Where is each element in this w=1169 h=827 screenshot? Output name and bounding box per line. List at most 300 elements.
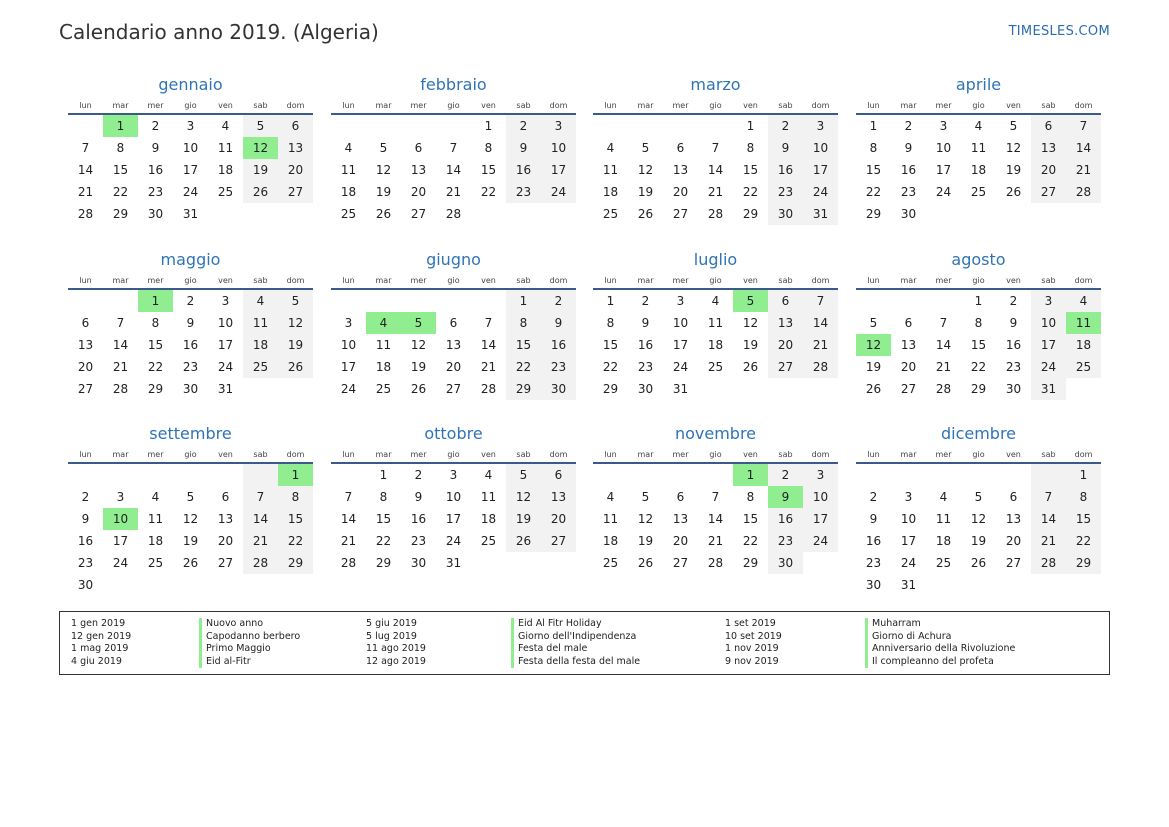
day-cell[interactable]: 14 xyxy=(803,312,838,334)
day-cell[interactable]: 14 xyxy=(340,512,357,526)
day-cell[interactable]: 30 xyxy=(1005,382,1022,396)
day-cell[interactable]: 2 xyxy=(151,119,160,133)
day-cell[interactable]: 24 xyxy=(935,185,952,199)
day-cell[interactable]: 4 xyxy=(711,294,720,308)
day-cell[interactable]: 9 xyxy=(768,137,803,159)
day-cell[interactable]: 1 xyxy=(103,115,138,137)
day-cell[interactable]: 25 xyxy=(340,207,357,221)
day-cell[interactable]: 6 xyxy=(414,141,423,155)
day-cell[interactable]: 30 xyxy=(900,207,917,221)
day-cell[interactable]: 11 xyxy=(970,141,987,155)
day-cell[interactable]: 5 xyxy=(1009,119,1018,133)
day-cell[interactable]: 15 xyxy=(278,508,313,530)
day-cell[interactable]: 31 xyxy=(803,203,838,225)
day-cell[interactable]: 1 xyxy=(606,294,615,308)
day-cell[interactable]: 16 xyxy=(1005,338,1022,352)
day-cell[interactable]: 1 xyxy=(379,468,388,482)
day-cell[interactable]: 27 xyxy=(672,207,689,221)
day-cell[interactable]: 23 xyxy=(1005,360,1022,374)
day-cell[interactable]: 17 xyxy=(340,360,357,374)
day-cell[interactable]: 29 xyxy=(112,207,129,221)
day-cell[interactable]: 22 xyxy=(865,185,882,199)
day-cell[interactable]: 12 xyxy=(506,486,541,508)
day-cell[interactable]: 23 xyxy=(768,530,803,552)
day-cell[interactable]: 14 xyxy=(480,338,497,352)
day-cell[interactable]: 13 xyxy=(217,512,234,526)
day-cell[interactable]: 23 xyxy=(182,360,199,374)
day-cell[interactable]: 22 xyxy=(480,185,497,199)
day-cell[interactable]: 5 xyxy=(243,115,278,137)
day-cell[interactable]: 11 xyxy=(243,312,278,334)
day-cell[interactable]: 7 xyxy=(711,490,720,504)
day-cell[interactable]: 21 xyxy=(340,534,357,548)
day-cell[interactable]: 24 xyxy=(803,530,838,552)
day-cell[interactable]: 18 xyxy=(707,338,724,352)
day-cell[interactable]: 14 xyxy=(1031,508,1066,530)
day-cell[interactable]: 18 xyxy=(602,185,619,199)
day-cell[interactable]: 18 xyxy=(602,534,619,548)
day-cell[interactable]: 4 xyxy=(606,490,615,504)
day-cell[interactable]: 2 xyxy=(414,468,423,482)
day-cell[interactable]: 7 xyxy=(116,316,125,330)
day-cell[interactable]: 24 xyxy=(340,382,357,396)
day-cell[interactable]: 19 xyxy=(375,185,392,199)
day-cell[interactable]: 20 xyxy=(1031,159,1066,181)
day-cell[interactable]: 27 xyxy=(1005,556,1022,570)
day-cell[interactable]: 21 xyxy=(445,185,462,199)
day-cell[interactable]: 2 xyxy=(641,294,650,308)
day-cell[interactable]: 18 xyxy=(1066,334,1101,356)
day-cell[interactable]: 10 xyxy=(217,316,234,330)
day-cell[interactable]: 11 xyxy=(707,316,724,330)
day-cell[interactable]: 19 xyxy=(637,185,654,199)
day-cell[interactable]: 31 xyxy=(1031,378,1066,400)
day-cell[interactable]: 27 xyxy=(217,556,234,570)
day-cell[interactable]: 26 xyxy=(865,382,882,396)
day-cell[interactable]: 14 xyxy=(707,163,724,177)
day-cell[interactable]: 20 xyxy=(410,185,427,199)
day-cell[interactable]: 23 xyxy=(147,185,164,199)
day-cell[interactable]: 11 xyxy=(602,512,619,526)
day-cell[interactable]: 23 xyxy=(541,356,576,378)
day-cell[interactable]: 17 xyxy=(803,159,838,181)
day-cell[interactable]: 9 xyxy=(414,490,423,504)
day-cell[interactable]: 26 xyxy=(1005,185,1022,199)
day-cell[interactable]: 3 xyxy=(186,119,195,133)
day-cell[interactable]: 29 xyxy=(1066,552,1101,574)
day-cell[interactable]: 28 xyxy=(1066,181,1101,203)
day-cell[interactable]: 13 xyxy=(672,163,689,177)
day-cell[interactable]: 12 xyxy=(1005,141,1022,155)
day-cell[interactable]: 18 xyxy=(243,334,278,356)
day-cell[interactable]: 9 xyxy=(81,512,90,526)
day-cell[interactable]: 30 xyxy=(865,578,882,592)
day-cell[interactable]: 19 xyxy=(506,508,541,530)
day-cell[interactable]: 19 xyxy=(970,534,987,548)
day-cell[interactable]: 30 xyxy=(768,203,803,225)
day-cell[interactable]: 25 xyxy=(707,360,724,374)
day-cell[interactable]: 22 xyxy=(375,534,392,548)
day-cell[interactable]: 21 xyxy=(77,185,94,199)
day-cell[interactable]: 13 xyxy=(278,137,313,159)
day-cell[interactable]: 29 xyxy=(742,556,759,570)
day-cell[interactable]: 26 xyxy=(243,181,278,203)
day-cell[interactable]: 4 xyxy=(939,490,948,504)
day-cell[interactable]: 25 xyxy=(375,382,392,396)
day-cell[interactable]: 27 xyxy=(77,382,94,396)
day-cell[interactable]: 27 xyxy=(541,530,576,552)
day-cell[interactable]: 14 xyxy=(935,338,952,352)
day-cell[interactable]: 3 xyxy=(1031,290,1066,312)
day-cell[interactable]: 29 xyxy=(865,207,882,221)
day-cell[interactable]: 4 xyxy=(344,141,353,155)
day-cell[interactable]: 22 xyxy=(278,530,313,552)
day-cell[interactable]: 22 xyxy=(1066,530,1101,552)
day-cell[interactable]: 8 xyxy=(974,316,983,330)
day-cell[interactable]: 25 xyxy=(970,185,987,199)
day-cell[interactable]: 14 xyxy=(112,338,129,352)
day-cell[interactable]: 6 xyxy=(449,316,458,330)
day-cell[interactable]: 3 xyxy=(939,119,948,133)
day-cell[interactable]: 15 xyxy=(602,338,619,352)
day-cell[interactable]: 6 xyxy=(221,490,230,504)
day-cell[interactable]: 14 xyxy=(445,163,462,177)
day-cell[interactable]: 22 xyxy=(147,360,164,374)
day-cell[interactable]: 2 xyxy=(186,294,195,308)
day-cell[interactable]: 26 xyxy=(637,207,654,221)
day-cell[interactable]: 28 xyxy=(935,382,952,396)
day-cell[interactable]: 28 xyxy=(445,207,462,221)
day-cell[interactable]: 22 xyxy=(742,534,759,548)
day-cell[interactable]: 3 xyxy=(449,468,458,482)
day-cell[interactable]: 11 xyxy=(147,512,164,526)
day-cell[interactable]: 18 xyxy=(217,163,234,177)
day-cell[interactable]: 26 xyxy=(278,356,313,378)
day-cell[interactable]: 8 xyxy=(869,141,878,155)
day-cell[interactable]: 13 xyxy=(1031,137,1066,159)
day-cell[interactable]: 2 xyxy=(904,119,913,133)
day-cell[interactable]: 19 xyxy=(637,534,654,548)
day-cell[interactable]: 28 xyxy=(77,207,94,221)
day-cell[interactable]: 3 xyxy=(344,316,353,330)
day-cell[interactable]: 23 xyxy=(900,185,917,199)
day-cell[interactable]: 25 xyxy=(602,207,619,221)
day-cell[interactable]: 23 xyxy=(506,181,541,203)
day-cell[interactable]: 16 xyxy=(182,338,199,352)
day-cell[interactable]: 17 xyxy=(900,534,917,548)
day-cell[interactable]: 27 xyxy=(768,356,803,378)
day-cell[interactable]: 13 xyxy=(77,338,94,352)
day-cell[interactable]: 4 xyxy=(243,290,278,312)
day-cell[interactable]: 28 xyxy=(1031,552,1066,574)
day-cell[interactable]: 10 xyxy=(1031,312,1066,334)
day-cell[interactable]: 26 xyxy=(742,360,759,374)
day-cell[interactable]: 3 xyxy=(541,115,576,137)
day-cell[interactable]: 19 xyxy=(278,334,313,356)
day-cell[interactable]: 13 xyxy=(541,486,576,508)
day-cell[interactable]: 16 xyxy=(541,334,576,356)
day-cell[interactable]: 13 xyxy=(900,338,917,352)
day-cell[interactable]: 30 xyxy=(768,552,803,574)
day-cell[interactable]: 1 xyxy=(1066,464,1101,486)
day-cell[interactable]: 6 xyxy=(676,141,685,155)
day-cell[interactable]: 18 xyxy=(970,163,987,177)
day-cell[interactable]: 6 xyxy=(81,316,90,330)
day-cell[interactable]: 7 xyxy=(711,141,720,155)
day-cell[interactable]: 17 xyxy=(541,159,576,181)
day-cell[interactable]: 6 xyxy=(676,490,685,504)
day-cell[interactable]: 2 xyxy=(81,490,90,504)
day-cell[interactable]: 15 xyxy=(506,334,541,356)
day-cell[interactable]: 12 xyxy=(278,312,313,334)
day-cell[interactable]: 19 xyxy=(182,534,199,548)
day-cell[interactable]: 10 xyxy=(103,508,138,530)
day-cell[interactable]: 26 xyxy=(375,207,392,221)
day-cell[interactable]: 29 xyxy=(506,378,541,400)
day-cell[interactable]: 22 xyxy=(742,185,759,199)
day-cell[interactable]: 16 xyxy=(768,508,803,530)
day-cell[interactable]: 6 xyxy=(278,115,313,137)
day-cell[interactable]: 24 xyxy=(445,534,462,548)
day-cell[interactable]: 30 xyxy=(77,578,94,592)
day-cell[interactable]: 4 xyxy=(1066,290,1101,312)
day-cell[interactable]: 28 xyxy=(340,556,357,570)
day-cell[interactable]: 11 xyxy=(480,490,497,504)
day-cell[interactable]: 9 xyxy=(151,141,160,155)
day-cell[interactable]: 27 xyxy=(672,556,689,570)
day-cell[interactable]: 10 xyxy=(803,137,838,159)
day-cell[interactable]: 17 xyxy=(112,534,129,548)
day-cell[interactable]: 10 xyxy=(900,512,917,526)
day-cell[interactable]: 15 xyxy=(112,163,129,177)
day-cell[interactable]: 20 xyxy=(445,360,462,374)
day-cell[interactable]: 6 xyxy=(904,316,913,330)
day-cell[interactable]: 1 xyxy=(733,464,768,486)
day-cell[interactable]: 25 xyxy=(480,534,497,548)
day-cell[interactable]: 18 xyxy=(480,512,497,526)
day-cell[interactable]: 4 xyxy=(974,119,983,133)
day-cell[interactable]: 9 xyxy=(869,512,878,526)
day-cell[interactable]: 14 xyxy=(1066,137,1101,159)
day-cell[interactable]: 10 xyxy=(541,137,576,159)
day-cell[interactable]: 7 xyxy=(1031,486,1066,508)
day-cell[interactable]: 8 xyxy=(484,141,493,155)
day-cell[interactable]: 27 xyxy=(445,382,462,396)
day-cell[interactable]: 21 xyxy=(243,530,278,552)
day-cell[interactable]: 1 xyxy=(869,119,878,133)
day-cell[interactable]: 17 xyxy=(672,338,689,352)
day-cell[interactable]: 11 xyxy=(935,512,952,526)
day-cell[interactable]: 21 xyxy=(803,334,838,356)
day-cell[interactable]: 7 xyxy=(803,290,838,312)
day-cell[interactable]: 23 xyxy=(410,534,427,548)
day-cell[interactable]: 30 xyxy=(637,382,654,396)
day-cell[interactable]: 12 xyxy=(243,137,278,159)
day-cell[interactable]: 1 xyxy=(974,294,983,308)
day-cell[interactable]: 20 xyxy=(768,334,803,356)
day-cell[interactable]: 21 xyxy=(707,185,724,199)
day-cell[interactable]: 7 xyxy=(243,486,278,508)
day-cell[interactable]: 17 xyxy=(935,163,952,177)
day-cell[interactable]: 8 xyxy=(379,490,388,504)
day-cell[interactable]: 4 xyxy=(151,490,160,504)
day-cell[interactable]: 26 xyxy=(182,556,199,570)
day-cell[interactable]: 1 xyxy=(138,290,173,312)
day-cell[interactable]: 16 xyxy=(865,534,882,548)
day-cell[interactable]: 19 xyxy=(865,360,882,374)
day-cell[interactable]: 1 xyxy=(506,290,541,312)
day-cell[interactable]: 24 xyxy=(112,556,129,570)
day-cell[interactable]: 15 xyxy=(742,163,759,177)
day-cell[interactable]: 17 xyxy=(217,338,234,352)
day-cell[interactable]: 31 xyxy=(672,382,689,396)
day-cell[interactable]: 11 xyxy=(217,141,234,155)
day-cell[interactable]: 5 xyxy=(186,490,195,504)
day-cell[interactable]: 6 xyxy=(1031,115,1066,137)
day-cell[interactable]: 28 xyxy=(112,382,129,396)
day-cell[interactable]: 5 xyxy=(506,464,541,486)
day-cell[interactable]: 12 xyxy=(856,334,891,356)
day-cell[interactable]: 5 xyxy=(974,490,983,504)
day-cell[interactable]: 28 xyxy=(707,556,724,570)
day-cell[interactable]: 31 xyxy=(445,556,462,570)
day-cell[interactable]: 27 xyxy=(410,207,427,221)
day-cell[interactable]: 1 xyxy=(484,119,493,133)
day-cell[interactable]: 12 xyxy=(970,512,987,526)
day-cell[interactable]: 19 xyxy=(742,338,759,352)
day-cell[interactable]: 25 xyxy=(935,556,952,570)
day-cell[interactable]: 21 xyxy=(480,360,497,374)
day-cell[interactable]: 1 xyxy=(746,119,755,133)
day-cell[interactable]: 26 xyxy=(970,556,987,570)
day-cell[interactable]: 5 xyxy=(733,290,768,312)
day-cell[interactable]: 2 xyxy=(506,115,541,137)
day-cell[interactable]: 10 xyxy=(935,141,952,155)
day-cell[interactable]: 28 xyxy=(243,552,278,574)
day-cell[interactable]: 29 xyxy=(970,382,987,396)
day-cell[interactable]: 23 xyxy=(637,360,654,374)
day-cell[interactable]: 24 xyxy=(1031,356,1066,378)
day-cell[interactable]: 27 xyxy=(278,181,313,203)
day-cell[interactable]: 9 xyxy=(768,486,803,508)
day-cell[interactable]: 14 xyxy=(243,508,278,530)
day-cell[interactable]: 5 xyxy=(641,490,650,504)
day-cell[interactable]: 31 xyxy=(182,207,199,221)
day-cell[interactable]: 9 xyxy=(1009,316,1018,330)
day-cell[interactable]: 15 xyxy=(1066,508,1101,530)
day-cell[interactable]: 3 xyxy=(221,294,230,308)
day-cell[interactable]: 8 xyxy=(1066,486,1101,508)
day-cell[interactable]: 5 xyxy=(278,290,313,312)
day-cell[interactable]: 12 xyxy=(375,163,392,177)
day-cell[interactable]: 22 xyxy=(506,356,541,378)
day-cell[interactable]: 20 xyxy=(77,360,94,374)
day-cell[interactable]: 4 xyxy=(221,119,230,133)
day-cell[interactable]: 13 xyxy=(445,338,462,352)
day-cell[interactable]: 3 xyxy=(116,490,125,504)
day-cell[interactable]: 13 xyxy=(672,512,689,526)
day-cell[interactable]: 8 xyxy=(116,141,125,155)
day-cell[interactable]: 10 xyxy=(340,338,357,352)
day-cell[interactable]: 12 xyxy=(637,512,654,526)
day-cell[interactable]: 21 xyxy=(1066,159,1101,181)
day-cell[interactable]: 10 xyxy=(803,486,838,508)
day-cell[interactable]: 19 xyxy=(410,360,427,374)
day-cell[interactable]: 15 xyxy=(742,512,759,526)
day-cell[interactable]: 24 xyxy=(541,181,576,203)
day-cell[interactable]: 8 xyxy=(278,486,313,508)
day-cell[interactable]: 30 xyxy=(182,382,199,396)
day-cell[interactable]: 21 xyxy=(935,360,952,374)
day-cell[interactable]: 7 xyxy=(1066,115,1101,137)
day-cell[interactable]: 20 xyxy=(672,185,689,199)
day-cell[interactable]: 22 xyxy=(112,185,129,199)
day-cell[interactable]: 2 xyxy=(768,464,803,486)
day-cell[interactable]: 20 xyxy=(672,534,689,548)
day-cell[interactable]: 19 xyxy=(243,159,278,181)
day-cell[interactable]: 18 xyxy=(375,360,392,374)
day-cell[interactable]: 14 xyxy=(77,163,94,177)
day-cell[interactable]: 15 xyxy=(865,163,882,177)
day-cell[interactable]: 30 xyxy=(410,556,427,570)
day-cell[interactable]: 28 xyxy=(803,356,838,378)
day-cell[interactable]: 29 xyxy=(147,382,164,396)
day-cell[interactable]: 5 xyxy=(869,316,878,330)
day-cell[interactable]: 8 xyxy=(506,312,541,334)
day-cell[interactable]: 7 xyxy=(344,490,353,504)
day-cell[interactable]: 9 xyxy=(904,141,913,155)
day-cell[interactable]: 20 xyxy=(278,159,313,181)
day-cell[interactable]: 8 xyxy=(606,316,615,330)
day-cell[interactable]: 4 xyxy=(606,141,615,155)
day-cell[interactable]: 26 xyxy=(410,382,427,396)
day-cell[interactable]: 24 xyxy=(900,556,917,570)
day-cell[interactable]: 9 xyxy=(541,312,576,334)
day-cell[interactable]: 13 xyxy=(410,163,427,177)
day-cell[interactable]: 25 xyxy=(243,356,278,378)
day-cell[interactable]: 1 xyxy=(278,464,313,486)
day-cell[interactable]: 3 xyxy=(803,115,838,137)
day-cell[interactable]: 19 xyxy=(1005,163,1022,177)
day-cell[interactable]: 3 xyxy=(904,490,913,504)
day-cell[interactable]: 12 xyxy=(410,338,427,352)
day-cell[interactable]: 16 xyxy=(637,338,654,352)
day-cell[interactable]: 27 xyxy=(1031,181,1066,203)
day-cell[interactable]: 24 xyxy=(672,360,689,374)
day-cell[interactable]: 21 xyxy=(112,360,129,374)
day-cell[interactable]: 4 xyxy=(484,468,493,482)
day-cell[interactable]: 24 xyxy=(217,360,234,374)
day-cell[interactable]: 23 xyxy=(865,556,882,570)
day-cell[interactable]: 30 xyxy=(147,207,164,221)
day-cell[interactable]: 16 xyxy=(77,534,94,548)
day-cell[interactable]: 16 xyxy=(410,512,427,526)
day-cell[interactable]: 16 xyxy=(147,163,164,177)
day-cell[interactable]: 11 xyxy=(602,163,619,177)
day-cell[interactable]: 11 xyxy=(375,338,392,352)
day-cell[interactable]: 10 xyxy=(445,490,462,504)
day-cell[interactable]: 5 xyxy=(379,141,388,155)
day-cell[interactable]: 13 xyxy=(768,312,803,334)
day-cell[interactable]: 25 xyxy=(147,556,164,570)
day-cell[interactable]: 21 xyxy=(707,534,724,548)
day-cell[interactable]: 4 xyxy=(366,312,401,334)
day-cell[interactable]: 2 xyxy=(768,115,803,137)
day-cell[interactable]: 31 xyxy=(900,578,917,592)
day-cell[interactable]: 25 xyxy=(217,185,234,199)
day-cell[interactable]: 7 xyxy=(81,141,90,155)
day-cell[interactable]: 7 xyxy=(939,316,948,330)
